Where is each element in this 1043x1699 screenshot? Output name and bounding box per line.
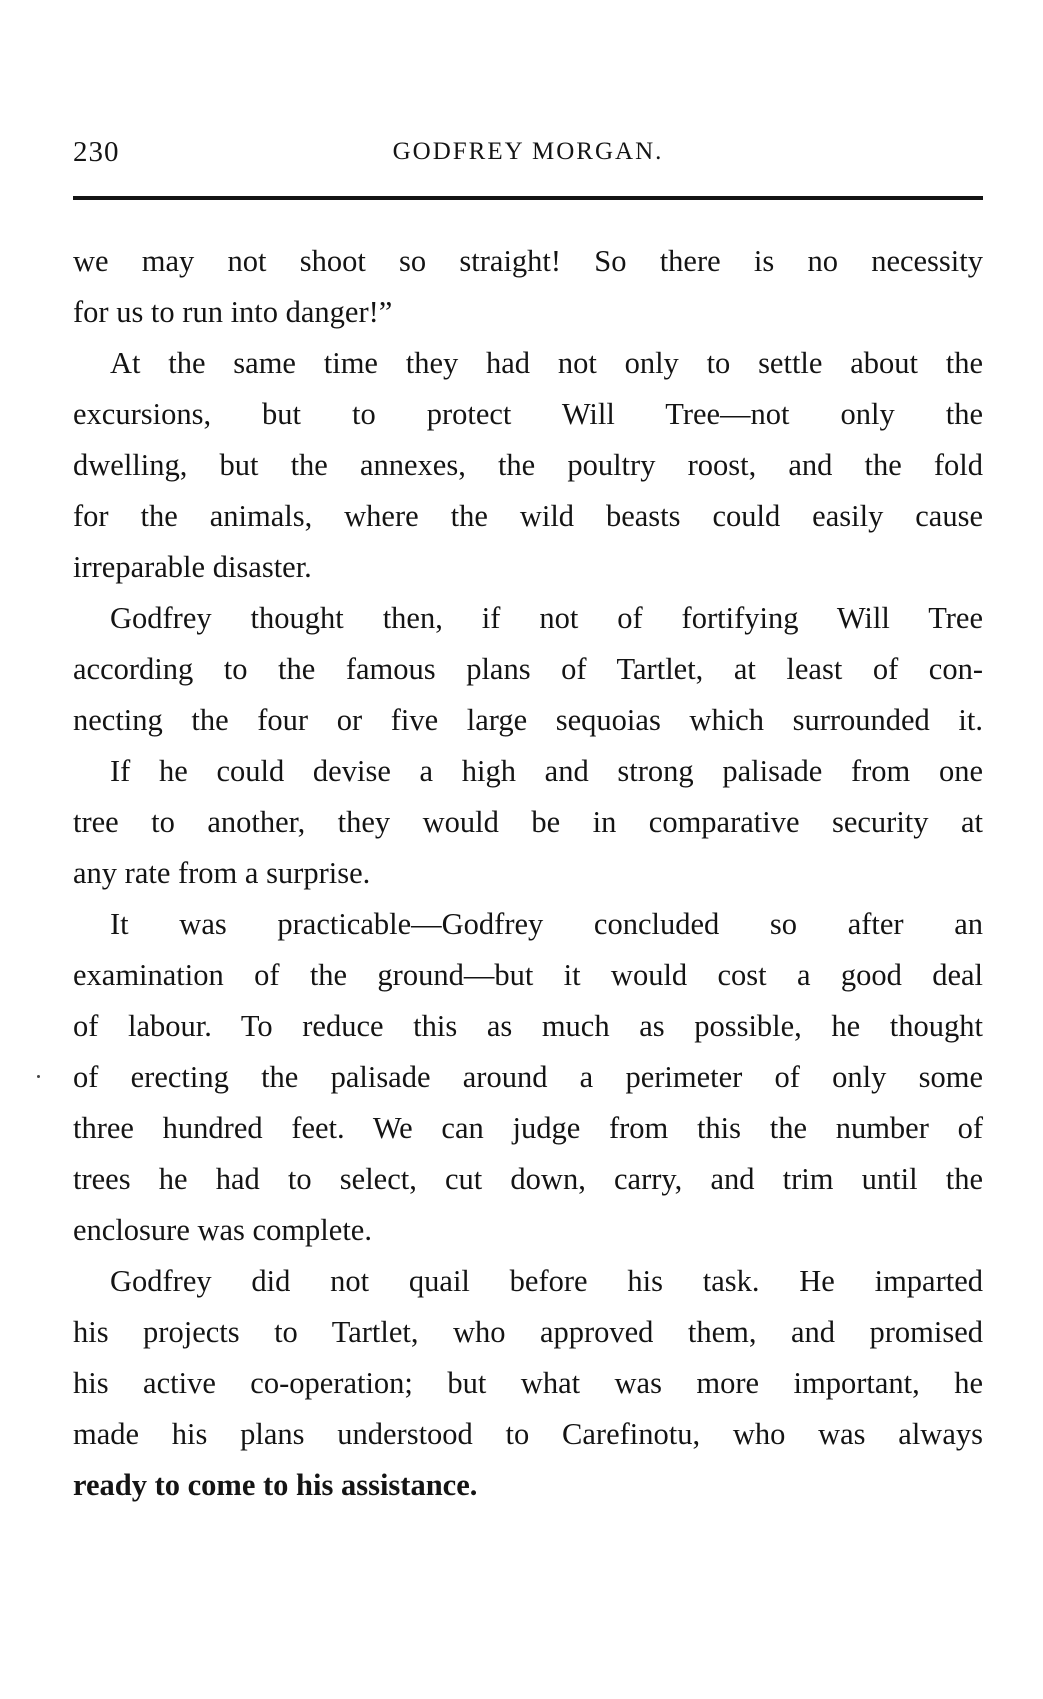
text-line: made his plans understood to Carefinotu, who was always xyxy=(73,1417,983,1451)
text-line: irreparable disaster. xyxy=(73,550,312,584)
paragraph-start-line: If he could devise a high and strong palisade from one xyxy=(110,754,983,788)
text-line: necting the four or five large sequoias which surrounded it. xyxy=(73,703,983,737)
paragraph-start-line: At the same time they had not only to settle about the xyxy=(110,346,983,380)
header-rule xyxy=(73,196,983,200)
text-line: any rate from a surprise. xyxy=(73,856,371,890)
paragraph-start-line: Godfrey did not quail before his task. He imparted xyxy=(110,1264,983,1298)
margin-speck xyxy=(37,1075,40,1078)
text-line: for us to run into danger!” xyxy=(73,295,393,329)
running-head-title: GODFREY MORGAN. xyxy=(392,138,664,165)
body-text xyxy=(73,236,983,1511)
page-number: 230 xyxy=(73,136,120,168)
text-line: according to the famous plans of Tartlet, at least of con- xyxy=(73,652,983,686)
text-line: excursions, but to protect Will Tree—not only the xyxy=(73,397,983,431)
text-line: ready to come to his assistance. xyxy=(73,1468,478,1502)
text-line: for the animals, where the wild beasts could easily cause xyxy=(73,499,983,533)
text-line: of labour. To reduce this as much as possible, he thought xyxy=(73,1009,983,1043)
text-line: trees he had to select, cut down, carry, and trim until the xyxy=(73,1162,983,1196)
text-line: his projects to Tartlet, who approved them, and promised xyxy=(73,1315,983,1349)
paragraph-start-line: Godfrey thought then, if not of fortifying Will Tree xyxy=(110,601,983,635)
text-line: dwelling, but the annexes, the poultry roost, and the fold xyxy=(73,448,983,482)
text-line: of erecting the palisade around a perimeter of only some xyxy=(73,1060,983,1094)
page-header xyxy=(73,136,983,176)
text-line: tree to another, they would be in comparative security at xyxy=(73,805,983,839)
text-line: enclosure was complete. xyxy=(73,1213,372,1247)
text-line: we may not shoot so straight! So there is no necessity xyxy=(73,244,983,278)
text-line: three hundred feet. We can judge from this the number of xyxy=(73,1111,983,1145)
text-line: examination of the ground—but it would cost a good deal xyxy=(73,958,983,992)
text-line: his active co-operation; but what was more important, he xyxy=(73,1366,983,1400)
paragraph-start-line: It was practicable—Godfrey concluded so after an xyxy=(110,907,983,941)
